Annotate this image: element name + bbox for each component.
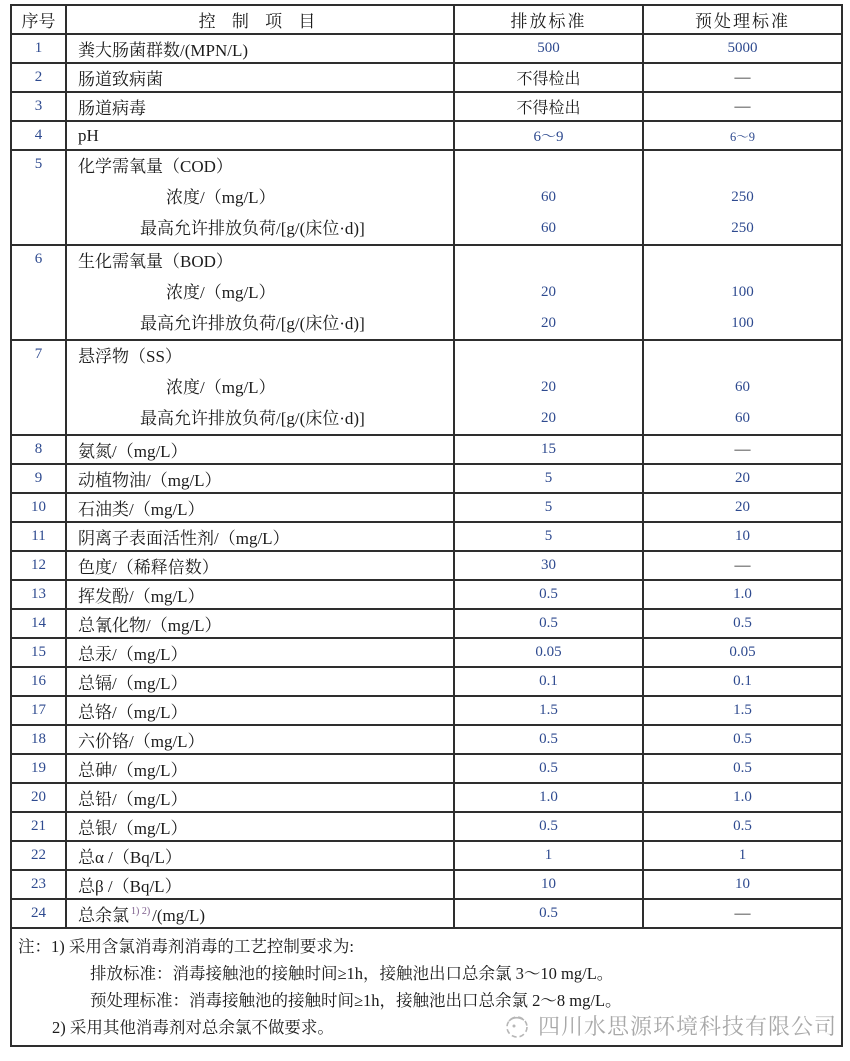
- value-line-empty: [455, 246, 642, 277]
- item-cell: 粪大肠菌群数/(MPN/L): [66, 34, 454, 63]
- table-row: [11, 34, 842, 63]
- discharge-value-cell: 1: [454, 841, 643, 870]
- row-number-cell: 11: [11, 522, 66, 551]
- item-cell: 总汞/（mg/L）: [66, 638, 454, 667]
- row-number-cell: 16: [11, 667, 66, 696]
- pretreatment-value: 100: [731, 284, 754, 300]
- discharge-value-cell: 5: [454, 464, 643, 493]
- table-row: [11, 63, 842, 92]
- pretreatment-value-cell: —: [643, 899, 842, 928]
- item-cell: 氨氮/（mg/L）: [66, 435, 454, 464]
- row-number-cell: 15: [11, 638, 66, 667]
- document-page: [10, 4, 843, 1047]
- row-number-cell: 21: [11, 812, 66, 841]
- table-row: [11, 870, 842, 899]
- table-row: [11, 92, 842, 121]
- discharge-value-cell: 0.5: [454, 899, 643, 928]
- row-number-cell: 8: [11, 435, 66, 464]
- pretreatment-value-cell: 0.05: [643, 638, 842, 667]
- row-number-cell: 18: [11, 725, 66, 754]
- pretreatment-value-cell: —: [643, 92, 842, 121]
- item-cell: 总砷/（mg/L）: [66, 754, 454, 783]
- item-cell: 色度/（稀释倍数）: [66, 551, 454, 580]
- table-row: [11, 841, 842, 870]
- discharge-value-cell: [454, 150, 643, 245]
- discharge-value-cell: 0.5: [454, 580, 643, 609]
- pretreatment-value-cell: 0.1: [643, 667, 842, 696]
- pretreatment-value: 250: [731, 189, 754, 205]
- discharge-value-cell: 30: [454, 551, 643, 580]
- item-unit: /(mg/L): [152, 906, 206, 925]
- table-body: [11, 34, 842, 928]
- table-row: [11, 696, 842, 725]
- item-cell: [66, 245, 454, 340]
- header-cell-pretreatment-standard: 预处理标准: [643, 5, 842, 34]
- note-line-4: 2) 采用其他消毒剂对总余氯不做要求。: [52, 1018, 334, 1037]
- discharge-value-cell: 0.5: [454, 812, 643, 841]
- note-line-2: 排放标准：消毒接触池的接触时间≥1h，接触池出口总余氯 3～10 mg/L。: [90, 964, 614, 983]
- table-row: [11, 150, 842, 245]
- row-number-cell: 23: [11, 870, 66, 899]
- discharge-value: 20: [541, 379, 556, 395]
- pretreatment-value-cell: 0.5: [643, 609, 842, 638]
- footnote-marker: 1) 2): [131, 906, 151, 918]
- item-cell: 肠道致病菌: [66, 63, 454, 92]
- item-group-title: 悬浮物（SS）: [78, 347, 182, 366]
- discharge-value-cell: 0.5: [454, 725, 643, 754]
- pretreatment-value-cell: [643, 245, 842, 340]
- pretreatment-value-cell: 1.0: [643, 580, 842, 609]
- row-number-cell: 14: [11, 609, 66, 638]
- item-cell: 总α /（Bq/L）: [66, 841, 454, 870]
- table-row: [11, 522, 842, 551]
- pretreatment-value-cell: 1: [643, 841, 842, 870]
- pretreatment-value: 60: [735, 379, 750, 395]
- discharge-value: 60: [541, 220, 556, 236]
- discharge-value-cell: 6～9: [454, 121, 643, 150]
- pretreatment-value-cell: 0.5: [643, 754, 842, 783]
- value-line-empty: [644, 341, 841, 372]
- table-row: [11, 580, 842, 609]
- value-line-empty: [644, 246, 841, 277]
- pretreatment-value-cell: 10: [643, 870, 842, 899]
- item-cell: 动植物油/（mg/L）: [66, 464, 454, 493]
- note-line-1: 注：1) 采用含氯消毒剂消毒的工艺控制要求为:: [18, 937, 354, 956]
- company-watermark: [502, 1010, 837, 1041]
- table-row: [11, 340, 842, 435]
- item-sub-label: 浓度/（mg/L）: [166, 283, 276, 302]
- item-cell: 六价铬/（mg/L）: [66, 725, 454, 754]
- discharge-value-cell: 0.05: [454, 638, 643, 667]
- row-number-cell: 20: [11, 783, 66, 812]
- header-cell-discharge-standard: 排放标准: [454, 5, 643, 34]
- table-row: [11, 551, 842, 580]
- discharge-value-cell: 0.1: [454, 667, 643, 696]
- pretreatment-value-cell: —: [643, 63, 842, 92]
- item-sub-label: 浓度/（mg/L）: [166, 378, 276, 397]
- notes-row: [11, 928, 842, 1046]
- item-cell: 总铬/（mg/L）: [66, 696, 454, 725]
- row-number-cell: 9: [11, 464, 66, 493]
- item-group-title: 生化需氧量（BOD）: [78, 252, 233, 271]
- row-number-cell: 6: [11, 245, 66, 340]
- note-line-3: 预处理标准：消毒接触池的接触时间≥1h，接触池出口总余氯 2～8 mg/L。: [90, 991, 622, 1010]
- discharge-value-cell: 0.5: [454, 609, 643, 638]
- item-cell: [66, 899, 454, 928]
- item-cell: 石油类/（mg/L）: [66, 493, 454, 522]
- item-cell: [66, 150, 454, 245]
- pretreatment-value-cell: —: [643, 551, 842, 580]
- table-row: [11, 899, 842, 928]
- pretreatment-value-cell: 0.5: [643, 725, 842, 754]
- notes-cell: [11, 928, 842, 1046]
- table-row: [11, 812, 842, 841]
- discharge-value-cell: 5: [454, 493, 643, 522]
- table-row: [11, 435, 842, 464]
- pretreatment-value-cell: [643, 150, 842, 245]
- row-number-cell: 13: [11, 580, 66, 609]
- pretreatment-value-cell: 20: [643, 493, 842, 522]
- standards-table: [10, 4, 843, 1047]
- row-number-cell: 24: [11, 899, 66, 928]
- item-group-title: 化学需氧量（COD）: [78, 157, 233, 176]
- row-number-cell: 17: [11, 696, 66, 725]
- item-cell: 总镉/（mg/L）: [66, 667, 454, 696]
- table-footer: [11, 928, 842, 1046]
- discharge-value: 60: [541, 189, 556, 205]
- discharge-value-cell: 0.5: [454, 754, 643, 783]
- discharge-value-cell: 5: [454, 522, 643, 551]
- item-sub-label: 最高允许排放负荷/[g/(床位·d)]: [140, 219, 365, 238]
- table-row: [11, 245, 842, 340]
- value-line-empty: [455, 341, 642, 372]
- pretreatment-value: 60: [735, 410, 750, 426]
- table-row: [11, 493, 842, 522]
- pretreatment-value: 100: [731, 315, 754, 331]
- pretreatment-value: 250: [731, 220, 754, 236]
- pretreatment-value-cell: [643, 340, 842, 435]
- row-number-cell: 5: [11, 150, 66, 245]
- discharge-value-cell: [454, 245, 643, 340]
- pretreatment-value-cell: 1.0: [643, 783, 842, 812]
- item-cell: pH: [66, 121, 454, 150]
- header-cell-no: 序号: [11, 5, 66, 34]
- pretreatment-value-cell: 6～9: [643, 121, 842, 150]
- item-sub-label: 浓度/（mg/L）: [166, 188, 276, 207]
- header-row: [11, 5, 842, 34]
- row-number-cell: 22: [11, 841, 66, 870]
- discharge-value-cell: 500: [454, 34, 643, 63]
- item-cell: 总银/（mg/L）: [66, 812, 454, 841]
- pretreatment-value-cell: 1.5: [643, 696, 842, 725]
- discharge-value: 20: [541, 410, 556, 426]
- item-cell: 肠道病毒: [66, 92, 454, 121]
- item-sub-label: 最高允许排放负荷/[g/(床位·d)]: [140, 409, 365, 428]
- item-sub-label: 最高允许排放负荷/[g/(床位·d)]: [140, 314, 365, 333]
- discharge-value-cell: 不得检出: [454, 63, 643, 92]
- discharge-value-cell: 1.5: [454, 696, 643, 725]
- table-row: [11, 754, 842, 783]
- discharge-value-cell: 15: [454, 435, 643, 464]
- company-name: 四川水思源环境科技有限公司: [537, 1014, 837, 1039]
- row-number-cell: 1: [11, 34, 66, 63]
- row-number-cell: 2: [11, 63, 66, 92]
- row-number-cell: 12: [11, 551, 66, 580]
- row-number-cell: 4: [11, 121, 66, 150]
- discharge-value: 20: [541, 315, 556, 331]
- value-line-empty: [455, 151, 642, 182]
- pretreatment-value-cell: 5000: [643, 34, 842, 63]
- discharge-value-cell: 1.0: [454, 783, 643, 812]
- table-row: [11, 464, 842, 493]
- item-cell: 总β /（Bq/L）: [66, 870, 454, 899]
- row-number-cell: 7: [11, 340, 66, 435]
- item-cell: 总铅/（mg/L）: [66, 783, 454, 812]
- item-cell: 阴离子表面活性剂/（mg/L）: [66, 522, 454, 551]
- table-row: [11, 783, 842, 812]
- table-row: [11, 609, 842, 638]
- row-number-cell: 10: [11, 493, 66, 522]
- pretreatment-value-cell: 0.5: [643, 812, 842, 841]
- table-row: [11, 725, 842, 754]
- table-header: [11, 5, 842, 34]
- item-label: 总余氯: [78, 906, 129, 925]
- pretreatment-value-cell: 10: [643, 522, 842, 551]
- value-line-empty: [644, 151, 841, 182]
- row-number-cell: 3: [11, 92, 66, 121]
- row-number-cell: 19: [11, 754, 66, 783]
- pretreatment-value-cell: 20: [643, 464, 842, 493]
- table-row: [11, 121, 842, 150]
- discharge-value-cell: [454, 340, 643, 435]
- header-cell-control-item: 控 制 项 目: [66, 5, 454, 34]
- discharge-value-cell: 10: [454, 870, 643, 899]
- item-cell: 总氰化物/（mg/L）: [66, 609, 454, 638]
- item-cell: [66, 340, 454, 435]
- company-logo-icon: [502, 1011, 532, 1041]
- table-row: [11, 667, 842, 696]
- pretreatment-value-cell: —: [643, 435, 842, 464]
- discharge-value-cell: 不得检出: [454, 92, 643, 121]
- table-row: [11, 638, 842, 667]
- item-cell: 挥发酚/（mg/L）: [66, 580, 454, 609]
- discharge-value: 20: [541, 284, 556, 300]
